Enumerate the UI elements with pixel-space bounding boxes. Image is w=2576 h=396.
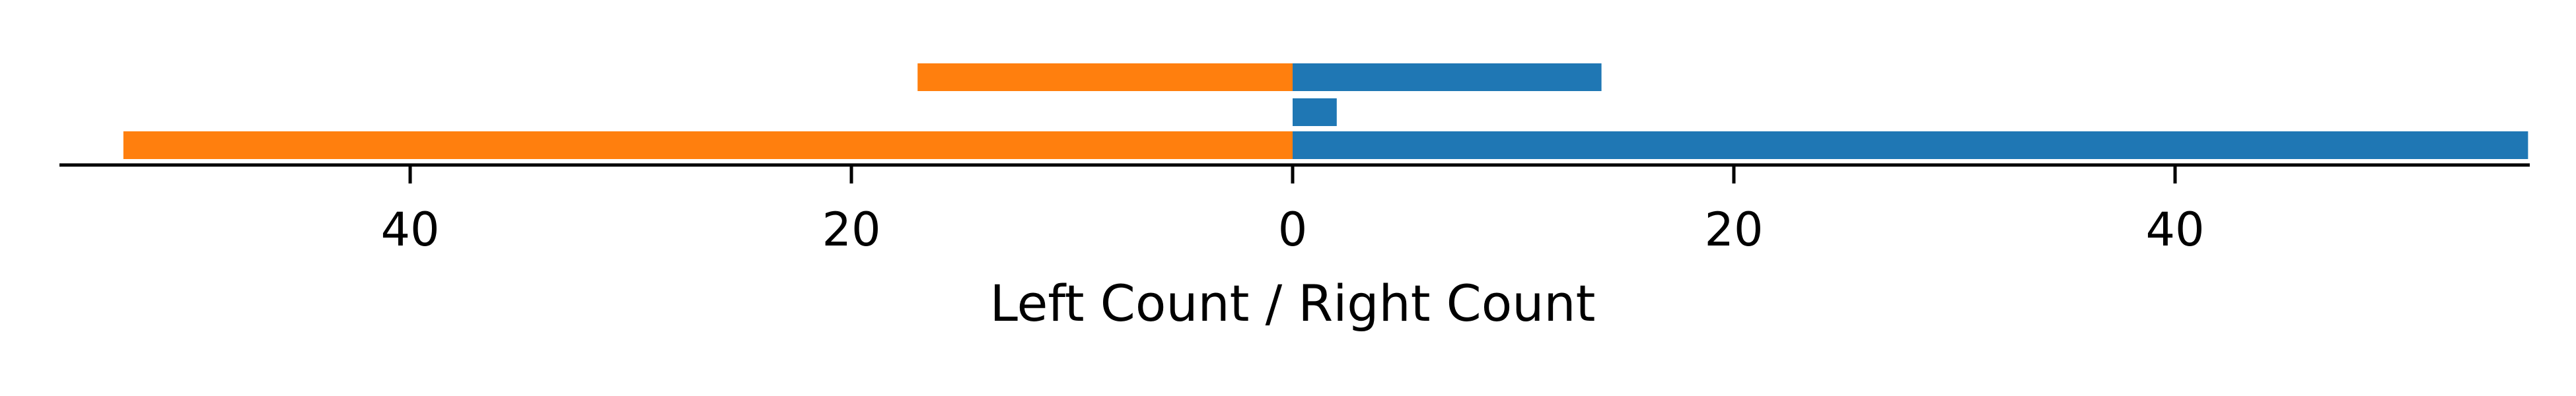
bar-right-row-2 [1293,98,1337,126]
bar-left-row-1 [124,131,1293,159]
bar-right-row-1 [1293,131,2528,159]
x-axis-title: Left Count / Right Count [989,274,1596,333]
bar-right-row-3 [1293,63,1602,91]
x-ticks-layer [380,165,2204,257]
bar-left-row-3 [917,63,1293,91]
x-tick-label: 20 [822,203,881,257]
x-tick-label: 20 [1704,203,1764,257]
x-tick-label: 40 [380,203,440,257]
bars-layer [124,63,2528,159]
x-tick-label: 40 [2145,203,2205,257]
x-tick-label: 0 [1277,203,1308,257]
